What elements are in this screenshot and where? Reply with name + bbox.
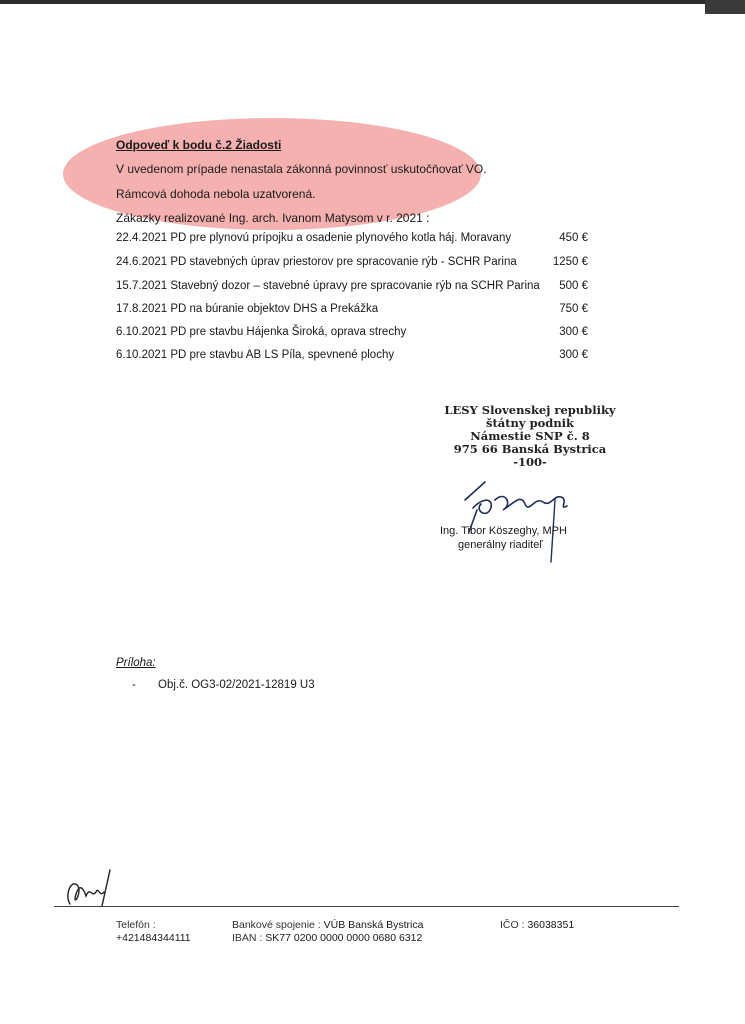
order-desc: 6.10.2021 PD pre stavbu AB LS Píla, spevnené plochy (116, 349, 395, 361)
order-desc: 6.10.2021 PD pre stavbu Hájenka Široká, oprava strechy (116, 326, 407, 338)
order-amount: 750 € (559, 303, 588, 315)
table-row (116, 349, 596, 365)
signer-name: Ing. Tibor Köszeghy, MPH (440, 525, 567, 537)
order-amount: 500 € (559, 280, 588, 292)
initials-signature (58, 864, 128, 910)
table-row (116, 303, 596, 319)
iban-label: IBAN : (232, 932, 263, 944)
order-desc: 15.7.2021 Stavebný dozor – stavebné úpravy pre spracovanie rýb na SCHR Parina (116, 280, 540, 292)
bank-value: VÚB Banská Bystrica (323, 919, 424, 931)
stamp-line: -100- (513, 455, 547, 469)
order-amount: 450 € (559, 232, 588, 244)
stamp-line: štátny podnik (485, 416, 575, 430)
attachment-dash: - (132, 679, 136, 691)
order-amount: 300 € (559, 326, 588, 338)
table-row (116, 326, 596, 342)
stamp-line: 975 66 Banská Bystrica (453, 442, 607, 456)
footer-divider (54, 906, 679, 907)
phone-label: Telefón : (116, 919, 156, 931)
stamp-line: Námestie SNP č. 8 (470, 429, 590, 443)
scan-edge (0, 0, 745, 4)
order-desc: 17.8.2021 PD na búranie objektov DHS a Prekážka (116, 303, 379, 315)
response-line-2: Rámcová dohoda nebola uzatvorená. (116, 187, 316, 201)
order-amount: 1250 € (552, 256, 588, 268)
attachment-item (132, 679, 315, 691)
footer-bank (232, 919, 423, 945)
phone-value: +421484344111 (116, 932, 191, 944)
ico-value: 36038351 (527, 919, 575, 931)
iban-value: SK77 0200 0000 0000 0680 6312 (265, 932, 423, 944)
signer-block (440, 524, 567, 552)
attachment-text: Obj.č. OG3-02/2021-12819 U3 (158, 679, 315, 691)
table-row (116, 280, 596, 296)
footer-ico (500, 919, 574, 932)
bank-label: Bankové spojenie : (232, 919, 321, 931)
signer-title: generálny riaditeľ (458, 539, 543, 551)
company-stamp (440, 404, 620, 469)
table-row (116, 256, 596, 272)
order-amount: 300 € (559, 349, 588, 361)
order-desc: 22.4.2021 PD pre plynovú prípojku a osadenie plynového kotla háj. Moravany (116, 232, 512, 244)
table-row (116, 232, 596, 248)
director-signature (455, 470, 585, 570)
response-heading: Odpoveď k bodu č.2 Žiadosti (116, 138, 282, 152)
footer-phone (116, 919, 191, 945)
response-line-3: Zákazky realizované Ing. arch. Ivanom Matysom v r. 2021 : (116, 211, 430, 225)
stamp-line: LESY Slovenskej republiky (444, 403, 616, 417)
attachment-title: Príloha: (116, 657, 156, 669)
response-line-1: V uvedenom prípade nenastala zákonná povinnosť uskutočňovať VO. (116, 162, 487, 176)
order-desc: 24.6.2021 PD stavebných úprav priestorov pre spracovanie rýb - SCHR Parina (116, 256, 517, 268)
ico-label: IČO : (500, 919, 525, 931)
